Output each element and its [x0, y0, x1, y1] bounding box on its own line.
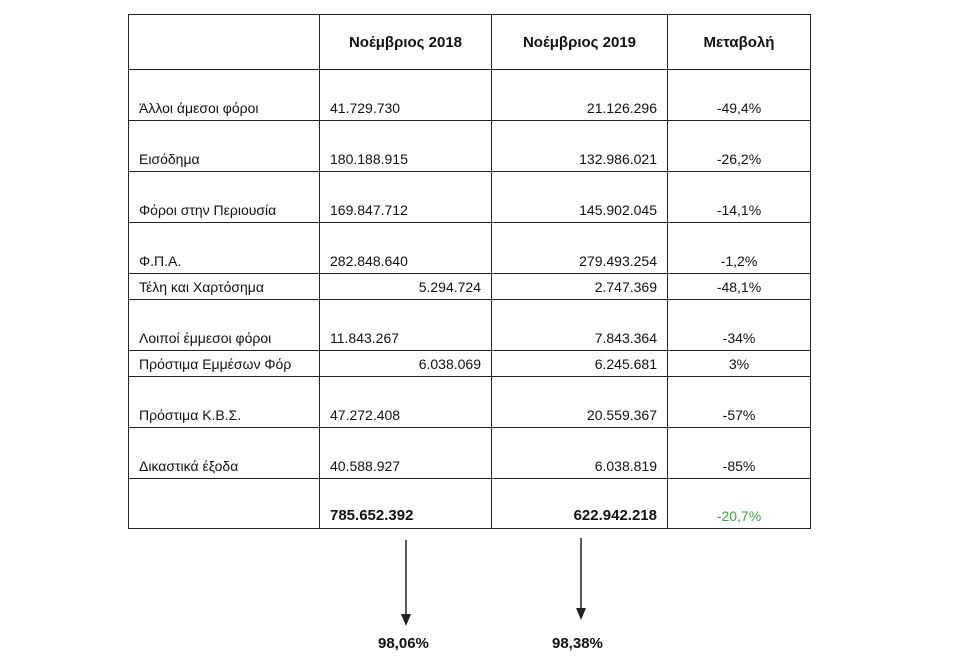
- row-label: Τέλη και Χαρτόσημα: [129, 274, 320, 300]
- value-2018: 282.848.640: [320, 223, 492, 274]
- table-row: [129, 300, 811, 351]
- table-row: [129, 274, 811, 300]
- change-value: 3%: [668, 351, 811, 377]
- value-2018: 169.847.712: [320, 172, 492, 223]
- value-2018: 47.272.408: [320, 377, 492, 428]
- value-2018: 40.588.927: [320, 428, 492, 479]
- row-label: Πρόστιμα Εμμέσων Φόρ: [129, 351, 320, 377]
- value-2019: 132.986.021: [492, 121, 668, 172]
- percentage-2018: 98,06%: [378, 635, 429, 652]
- value-2019: 145.902.045: [492, 172, 668, 223]
- table-row: [129, 172, 811, 223]
- value-2019: 20.559.367: [492, 377, 668, 428]
- percentage-2019: 98,38%: [552, 635, 603, 652]
- value-2018: 6.038.069: [320, 351, 492, 377]
- value-2019: 2.747.369: [492, 274, 668, 300]
- total-label: [129, 479, 320, 529]
- total-change: -20,7%: [668, 479, 811, 529]
- table-row: [129, 121, 811, 172]
- table-row: [129, 377, 811, 428]
- table-row: [129, 428, 811, 479]
- change-value: -34%: [668, 300, 811, 351]
- row-label: Φόροι στην Περιουσία: [129, 172, 320, 223]
- arrow-down-icon: [398, 540, 414, 628]
- row-label: Πρόστιμα Κ.Β.Σ.: [129, 377, 320, 428]
- change-value: -26,2%: [668, 121, 811, 172]
- row-label: Δικαστικά έξοδα: [129, 428, 320, 479]
- change-value: -1,2%: [668, 223, 811, 274]
- value-2018: 41.729.730: [320, 70, 492, 121]
- value-2018: 5.294.724: [320, 274, 492, 300]
- value-2019: 7.843.364: [492, 300, 668, 351]
- row-label: Άλλοι άμεσοι φόροι: [129, 70, 320, 121]
- row-label: Φ.Π.Α.: [129, 223, 320, 274]
- change-value: -85%: [668, 428, 811, 479]
- tax-revenue-table: [128, 14, 811, 529]
- change-value: -48,1%: [668, 274, 811, 300]
- table-row: [129, 351, 811, 377]
- value-2018: 180.188.915: [320, 121, 492, 172]
- header-empty: [129, 15, 320, 70]
- change-value: -57%: [668, 377, 811, 428]
- header-nov-2018: Νοέμβριος 2018: [320, 15, 492, 70]
- value-2018: 11.843.267: [320, 300, 492, 351]
- change-value: -14,1%: [668, 172, 811, 223]
- header-nov-2019: Νοέμβριος 2019: [492, 15, 668, 70]
- header-row: [129, 15, 811, 70]
- total-2018: 785.652.392: [320, 479, 492, 529]
- table-row: [129, 70, 811, 121]
- row-label: Εισόδημα: [129, 121, 320, 172]
- row-label: Λοιποί έμμεσοι φόροι: [129, 300, 320, 351]
- value-2019: 21.126.296: [492, 70, 668, 121]
- header-change: Μεταβολή: [668, 15, 811, 70]
- total-2019: 622.942.218: [492, 479, 668, 529]
- arrow-down-icon: [573, 538, 589, 622]
- change-value: -49,4%: [668, 70, 811, 121]
- total-row: [129, 479, 811, 529]
- value-2019: 279.493.254: [492, 223, 668, 274]
- table-row: [129, 223, 811, 274]
- value-2019: 6.038.819: [492, 428, 668, 479]
- value-2019: 6.245.681: [492, 351, 668, 377]
